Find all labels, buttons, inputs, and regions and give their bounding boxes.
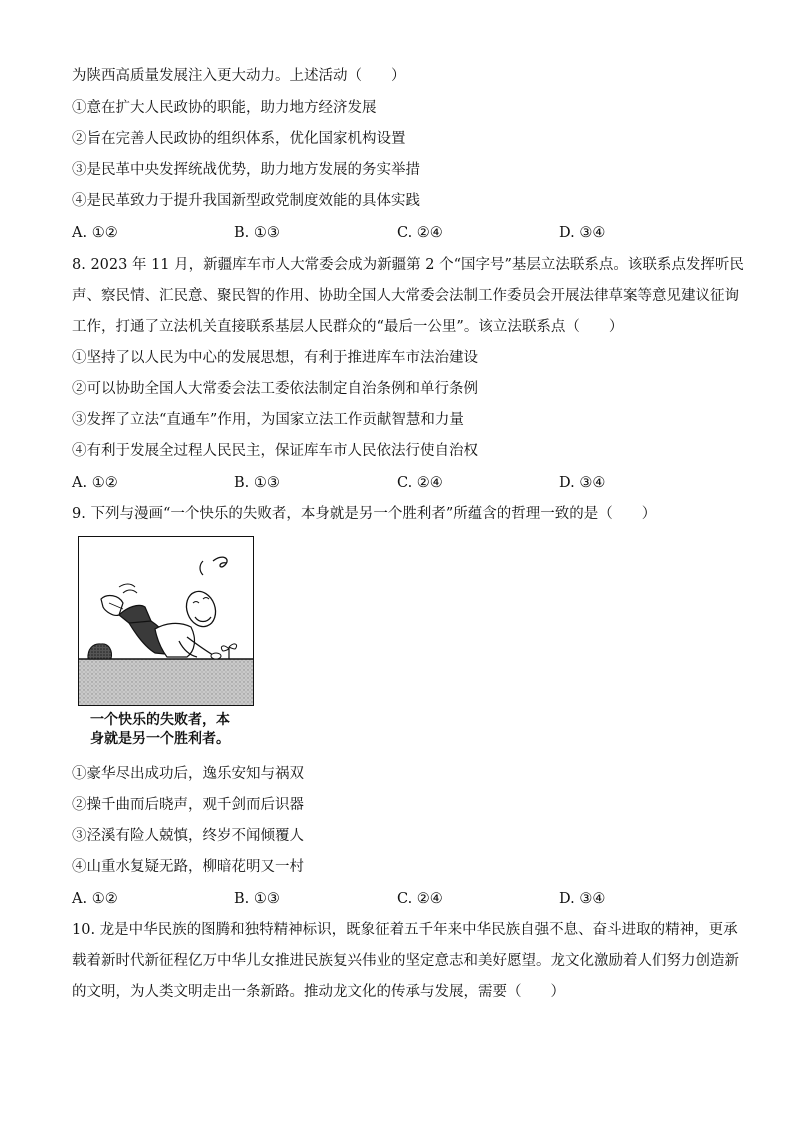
q8-stem-line-3: 工作，打通了立法机关直接联系基层人民群众的“最后一公里”。该立法联系点（ ） [72,319,624,335]
q8-item-1: ①坚持了以人民为中心的发展思想，有利于推进库车市法治建设 [72,350,478,366]
cartoon-caption-line-1: 一个快乐的失败者，本 [90,712,230,728]
q7-item-4: ④是民革致力于提升我国新型政党制度效能的具体实践 [72,193,420,209]
q7-option-b: B. ①③ [234,225,280,241]
q8-option-c: C. ②④ [397,475,443,491]
q7-option-d: D. ③④ [559,225,606,241]
cartoon-image [78,536,254,706]
q8-stem-line-2: 声、察民情、汇民意、聚民智的作用、协助全国人大常委会法制工作委员会开展法律草案等意见建议征询 [72,288,739,304]
q9-option-c: C. ②④ [397,891,443,907]
q8-item-4: ④有利于发展全过程人民民主，保证库车市人民依法行使自治权 [72,443,478,459]
q7-item-2: ②旨在完善人民政协的组织体系，优化国家机构设置 [72,131,406,147]
cartoon-drawing [79,537,254,706]
cartoon-caption-line-2: 身就是另一个胜利者。 [90,731,230,747]
q8-stem-line-1: 8. 2023 年 11 月，新疆库车市人大常委会成为新疆第 2 个“国字号”基层立法联系点。该联系点发挥听民 [72,257,744,273]
q9-item-4: ④山重水复疑无路，柳暗花明又一村 [72,859,304,875]
q8-item-2: ②可以协助全国人大常委会法工委依法制定自治条例和单行条例 [72,381,478,397]
q7-stem-end: 为陕西高质量发展注入更大动力。上述活动（ ） [72,68,406,84]
q9-item-2: ②操千曲而后晓声，观千剑而后识器 [72,797,304,813]
q8-item-3: ③发挥了立法“直通车”作用，为国家立法工作贡献智慧和力量 [72,412,464,428]
q10-stem-line-2: 载着新时代新征程亿万中华儿女推进民族复兴伟业的坚定意志和美好愿望。龙文化激励着人们努力创造新 [72,953,739,969]
q9-item-3: ③泾溪有险人兢慎，终岁不闻倾覆人 [72,828,304,844]
q7-item-3: ③是民革中央发挥统战优势，助力地方发展的务实举措 [72,162,420,178]
q7-option-a: A. ①② [72,225,118,241]
q9-stem: 9. 下列与漫画“一个快乐的失败者，本身就是另一个胜利者”所蕴含的哲理一致的是（ ） [72,506,657,522]
q8-option-d: D. ③④ [559,475,606,491]
q7-item-1: ①意在扩大人民政协的职能，助力地方经济发展 [72,100,377,116]
q8-option-a: A. ①② [72,475,118,491]
q8-option-b: B. ①③ [234,475,280,491]
q10-stem-line-1: 10. 龙是中华民族的图腾和独特精神标识，既象征着五千年来中华民族自强不息、奋斗进取的精神，更承 [72,922,738,938]
ground-shape [79,659,254,706]
q9-item-1: ①豪华尽出成功后，逸乐安知与祸双 [72,766,304,782]
q9-option-d: D. ③④ [559,891,606,907]
rock-shape [88,644,112,659]
q9-option-a: A. ①② [72,891,118,907]
q9-option-b: B. ①③ [234,891,280,907]
q10-stem-line-3: 的文明，为人类文明走出一条新路。推动龙文化的传承与发展，需要（ ） [72,984,565,1000]
q7-option-c: C. ②④ [397,225,443,241]
